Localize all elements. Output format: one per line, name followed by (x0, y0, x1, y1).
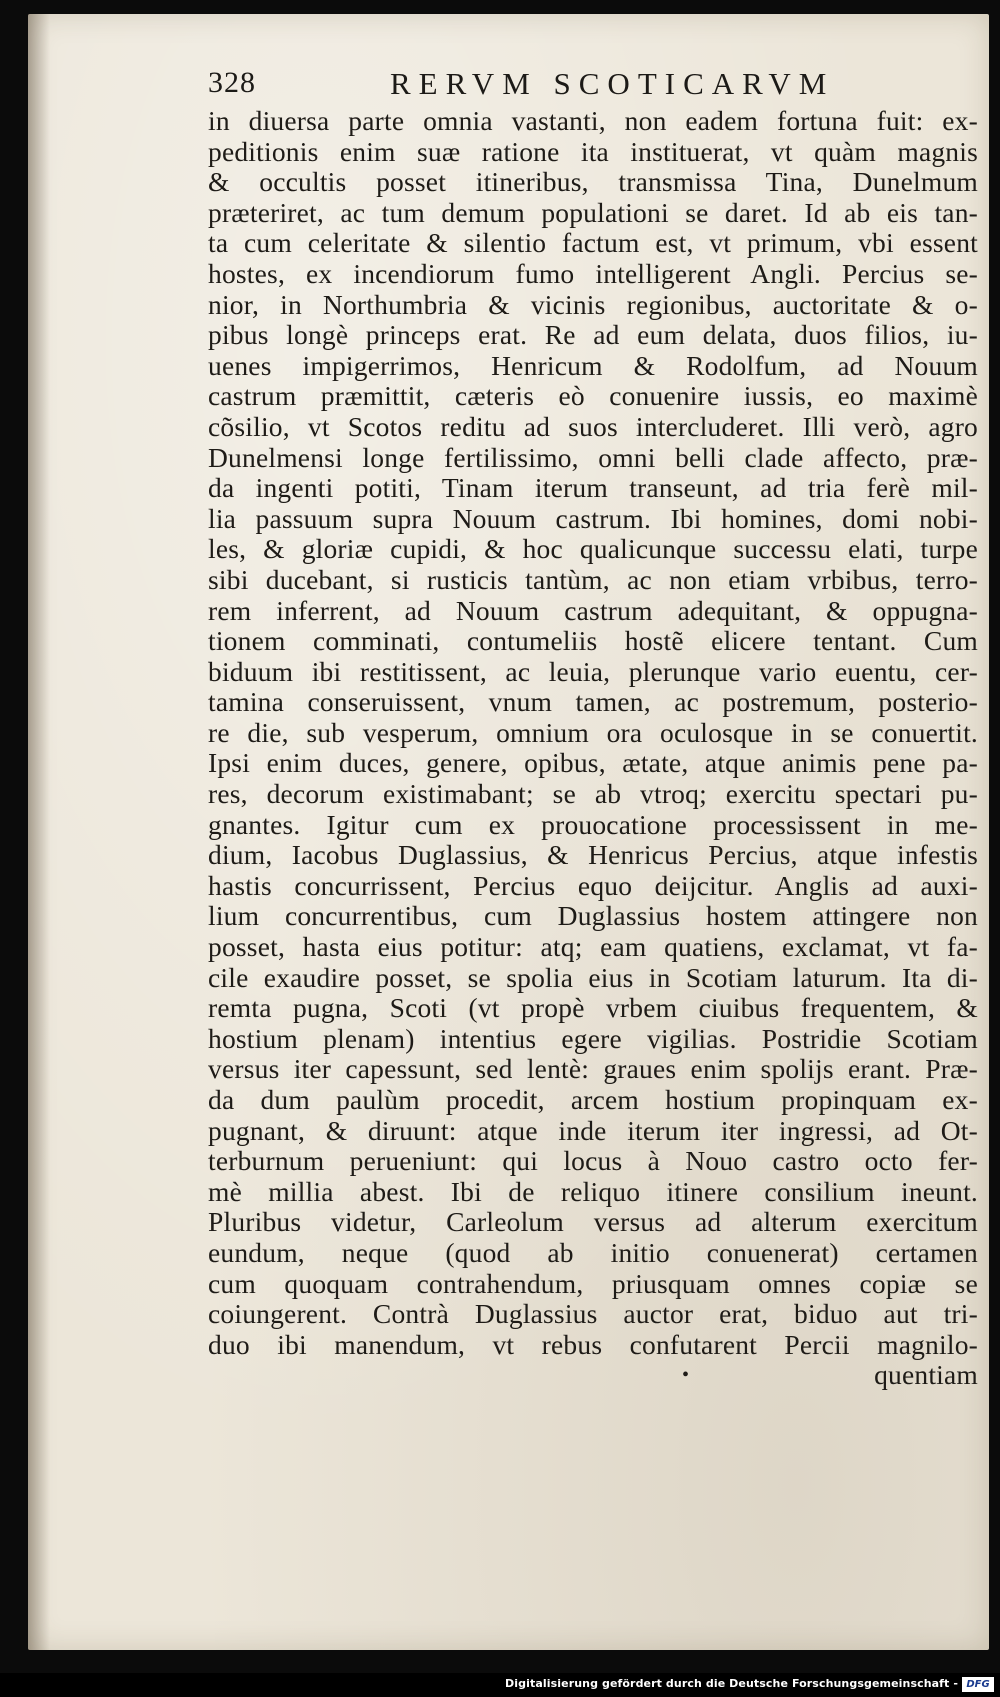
text-line: gnantes. Igitur cum ex prouocatione processissent in me- (208, 809, 978, 840)
text-line: præteriret, ac tum demum populationi se daret. Id ab eis tan- (208, 197, 978, 228)
text-line: hastis concurrissent, Percius equo deijcitur. Anglis ad auxi- (208, 870, 978, 901)
text-line: cum quoquam contrahendum, priusquam omnes copiæ se (208, 1268, 978, 1299)
text-line: hostium plenam) intentius egere vigilias. Postridie Scotiam (208, 1023, 978, 1054)
catchword-dot: • (682, 1364, 690, 1387)
book-page (28, 14, 989, 1650)
text-line: dium, Iacobus Duglassius, & Henricus Percius, atque infestis (208, 840, 978, 871)
text-line: lium concurrentibus, cum Duglassius hostem attingere non (208, 901, 978, 932)
text-line: pibus longè princeps erat. Re ad eum delata, duos filios, iu- (208, 320, 978, 351)
funding-credit: Digitalisierung gefördert durch die Deutsche Forschungsgemeinschaft - (505, 1677, 958, 1690)
text-line: pugnant, & diruunt: atque inde iterum iter ingressi, ad Ot- (208, 1115, 978, 1146)
text-line: cõsilio, vt Scotos reditu ad suos intercluderet. Illi verò, agro (208, 411, 978, 442)
text-line: Dunelmensi longe fertilissimo, omni belli clade affecto, præ- (208, 442, 978, 473)
running-head (208, 66, 978, 106)
text-line: ta cum celeritate & silentio factum est, vt primum, vbi essent (208, 228, 978, 259)
text-line: cile exaudire posset, se spolia eius in Scotiam laturum. Ita di- (208, 962, 978, 993)
page-number: 328 (208, 66, 256, 99)
text-line: da dum paulùm procedit, arcem hostium propinquam ex- (208, 1085, 978, 1115)
text-line: da ingenti potiti, Tinam iterum transeunt, ad tria ferè mil- (208, 473, 978, 504)
text-line: coiungerent. Contrà Duglassius auctor erat, biduo aut tri- (208, 1299, 978, 1330)
text-line: eundum, neque (quod ab initio conuenerat) certamen (208, 1237, 978, 1268)
text-line: res, decorum existimabant; se ab vtroq; exercitu spectari pu- (208, 779, 978, 810)
text-line: nior, in Northumbria & vicinis regionibus, auctoritate & o- (208, 289, 978, 320)
text-line: rem inferrent, ad Nouum castrum adequitant, & oppugna- (208, 595, 978, 626)
text-line: & occultis posset itineribus, transmissa Tina, Dunelmum (208, 167, 978, 198)
text-line: terburnum perueniunt: qui locus à Nouo castro octo fer- (208, 1146, 978, 1177)
text-line: mè millia abest. Ibi de reliquo itinere consilium ineunt. (208, 1176, 978, 1207)
body-text (208, 106, 978, 1391)
text-line: remta pugna, Scoti (vt propè vrbem ciuibus frequentem, & (208, 993, 978, 1024)
text-line: peditionis enim suæ ratione ita instituerat, vt quàm magnis (208, 136, 978, 167)
text-line: posset, hasta eius potitur: atq; eam quatiens, exclamat, vt fa- (208, 932, 978, 963)
text-line: biduum ibi restitissent, ac leuia, plerunque vario euentu, cer- (208, 656, 978, 687)
text-line: sibi ducebant, si rusticis tantùm, ac non etiam vrbibus, terro- (208, 564, 978, 595)
text-line: Ipsi enim duces, genere, opibus, ætate, atque animis pene pa- (208, 748, 978, 779)
text-line: duo ibi manendum, vt rebus confutarent Percii magnilo- (208, 1329, 978, 1360)
footer-bar (0, 1673, 1000, 1697)
text-line: tamina conseruissent, vnum tamen, ac postremum, posterio- (208, 687, 978, 718)
catchword: quentiam (874, 1359, 978, 1391)
text-line: castrum præmittit, cæteris eò conuenire iussis, eo maximè (208, 381, 978, 412)
text-line: uenes impigerrimos, Henricum & Rodolfum, ad Nouum (208, 350, 978, 381)
running-title: RERVM SCOTICARVM (390, 66, 835, 101)
text-line: versus iter capessunt, sed lentè: graues enim spolijs erant. Præ- (208, 1054, 978, 1085)
text-line: les, & gloriæ cupidi, & hoc qualicunque successu elati, turpe (208, 534, 978, 565)
text-line: lia passuum supra Nouum castrum. Ibi homines, domi nobi- (208, 503, 978, 534)
text-line: re die, sub vesperum, omnium ora oculosque in se conuertit. (208, 717, 978, 748)
text-line: Pluribus videtur, Carleolum versus ad alterum exercitum (208, 1207, 978, 1238)
text-line: hostes, ex incendiorum fumo intelligerent Angli. Percius se- (208, 258, 978, 289)
text-line: in diuersa parte omnia vastanti, non eadem fortuna fuit: ex- (208, 106, 978, 136)
text-line: tionem comminati, contumeliis hostẽ elicere tentant. Cum (208, 626, 978, 657)
dfg-logo-icon: DFG (962, 1677, 994, 1692)
catchword-row (208, 1360, 978, 1391)
